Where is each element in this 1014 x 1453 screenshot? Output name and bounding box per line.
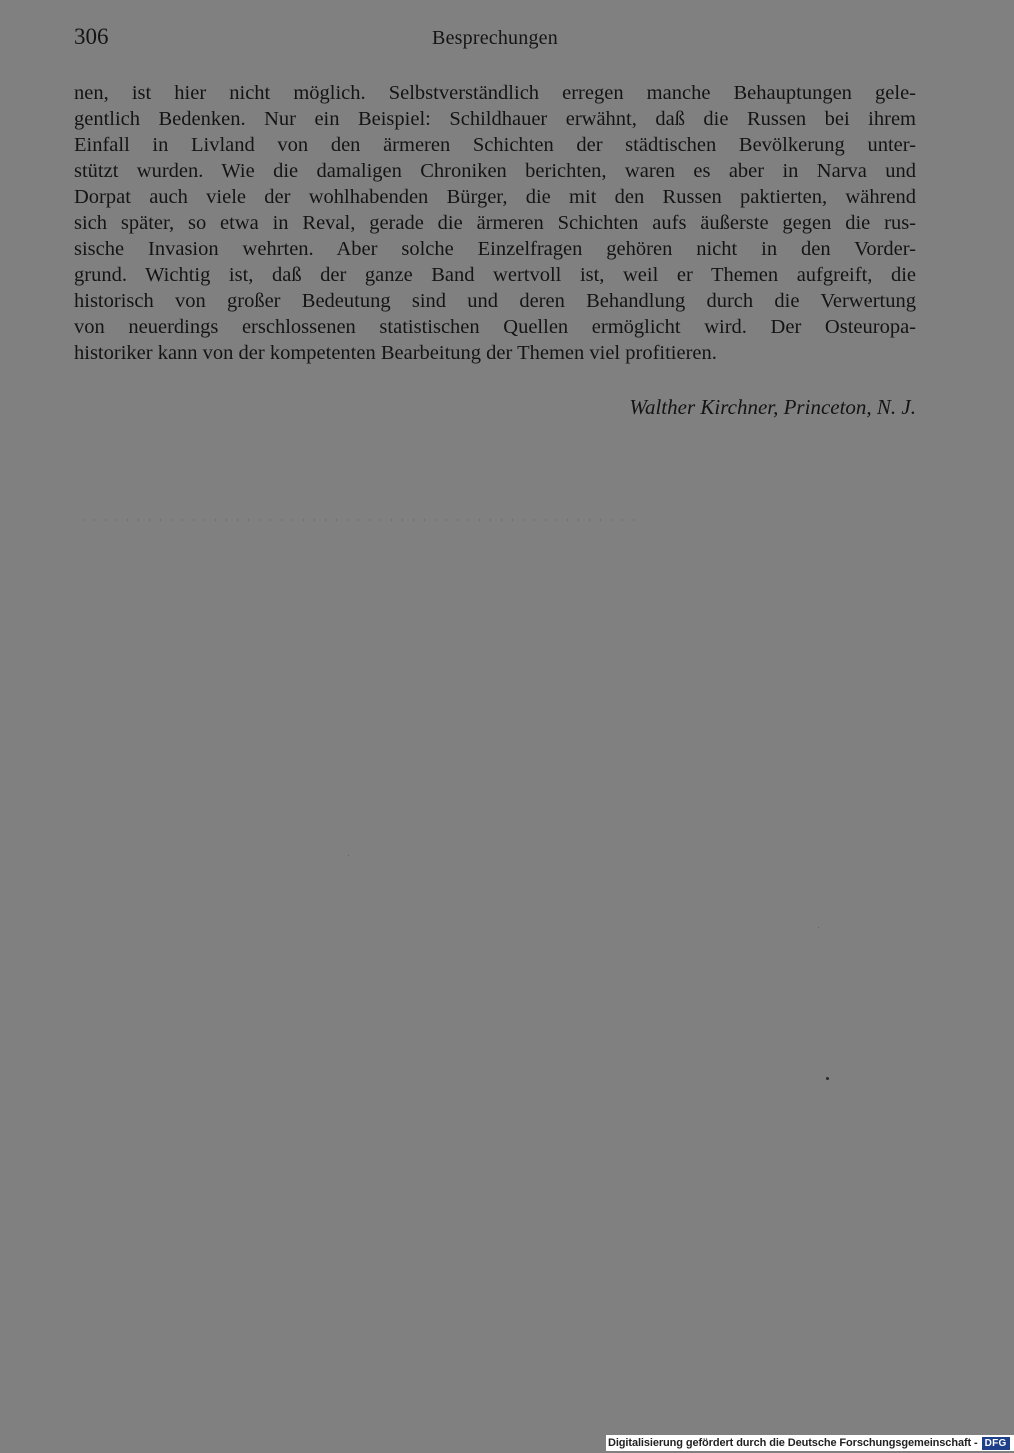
- scan-speck: [826, 1077, 829, 1080]
- scan-speck: [348, 855, 349, 856]
- scan-speck: [818, 927, 819, 928]
- text-line: stützt wurden. Wie die damaligen Chroniken berichten, waren es aber in Narva und: [74, 160, 916, 182]
- text-line: grund. Wichtig ist, daß der ganze Band wertvoll ist, weil er Themen aufgreift, die: [74, 264, 916, 286]
- text-line: historiker kann von der kompetenten Bearbeitung der Themen viel profitieren.: [74, 342, 717, 364]
- text-line: Einfall in Livland von den ärmeren Schichten der städtischen Bevölkerung unter-: [74, 134, 916, 156]
- page-number: 306: [74, 24, 109, 49]
- text-line: gentlich Bedenken. Nur ein Beispiel: Schildhauer erwähnt, daß die Russen bei ihrem: [74, 108, 916, 130]
- credit-text: Digitalisierung gefördert durch die Deutsche Forschungsgemeinschaft -: [608, 1437, 978, 1449]
- dfg-logo: DFG: [982, 1437, 1010, 1450]
- text-line: sich später, so etwa in Reval, gerade die ärmeren Schichten aufs äußerste gegen die rus-: [74, 212, 916, 234]
- text-line: nen, ist hier nicht möglich. Selbstverständlich erregen manche Behauptungen gele-: [74, 82, 916, 104]
- scan-noise: [78, 519, 638, 521]
- text-line: historisch von großer Bedeutung sind und deren Behandlung durch die Verwertung: [74, 290, 916, 312]
- reviewer-signature: Walther Kirchner, Princeton, N. J.: [629, 395, 916, 419]
- review-body-text: [74, 80, 916, 366]
- text-line: sische Invasion wehrten. Aber solche Einzelfragen gehören nicht in den Vorder-: [74, 238, 916, 260]
- text-line: Dorpat auch viele der wohlhabenden Bürger, die mit den Russen paktierten, während: [74, 186, 916, 208]
- running-head: Besprechungen: [432, 27, 558, 49]
- text-line: von neuerdings erschlossenen statistischen Quellen ermöglicht wird. Der Osteuropa-: [74, 316, 916, 338]
- digitization-credit: [606, 1435, 1014, 1451]
